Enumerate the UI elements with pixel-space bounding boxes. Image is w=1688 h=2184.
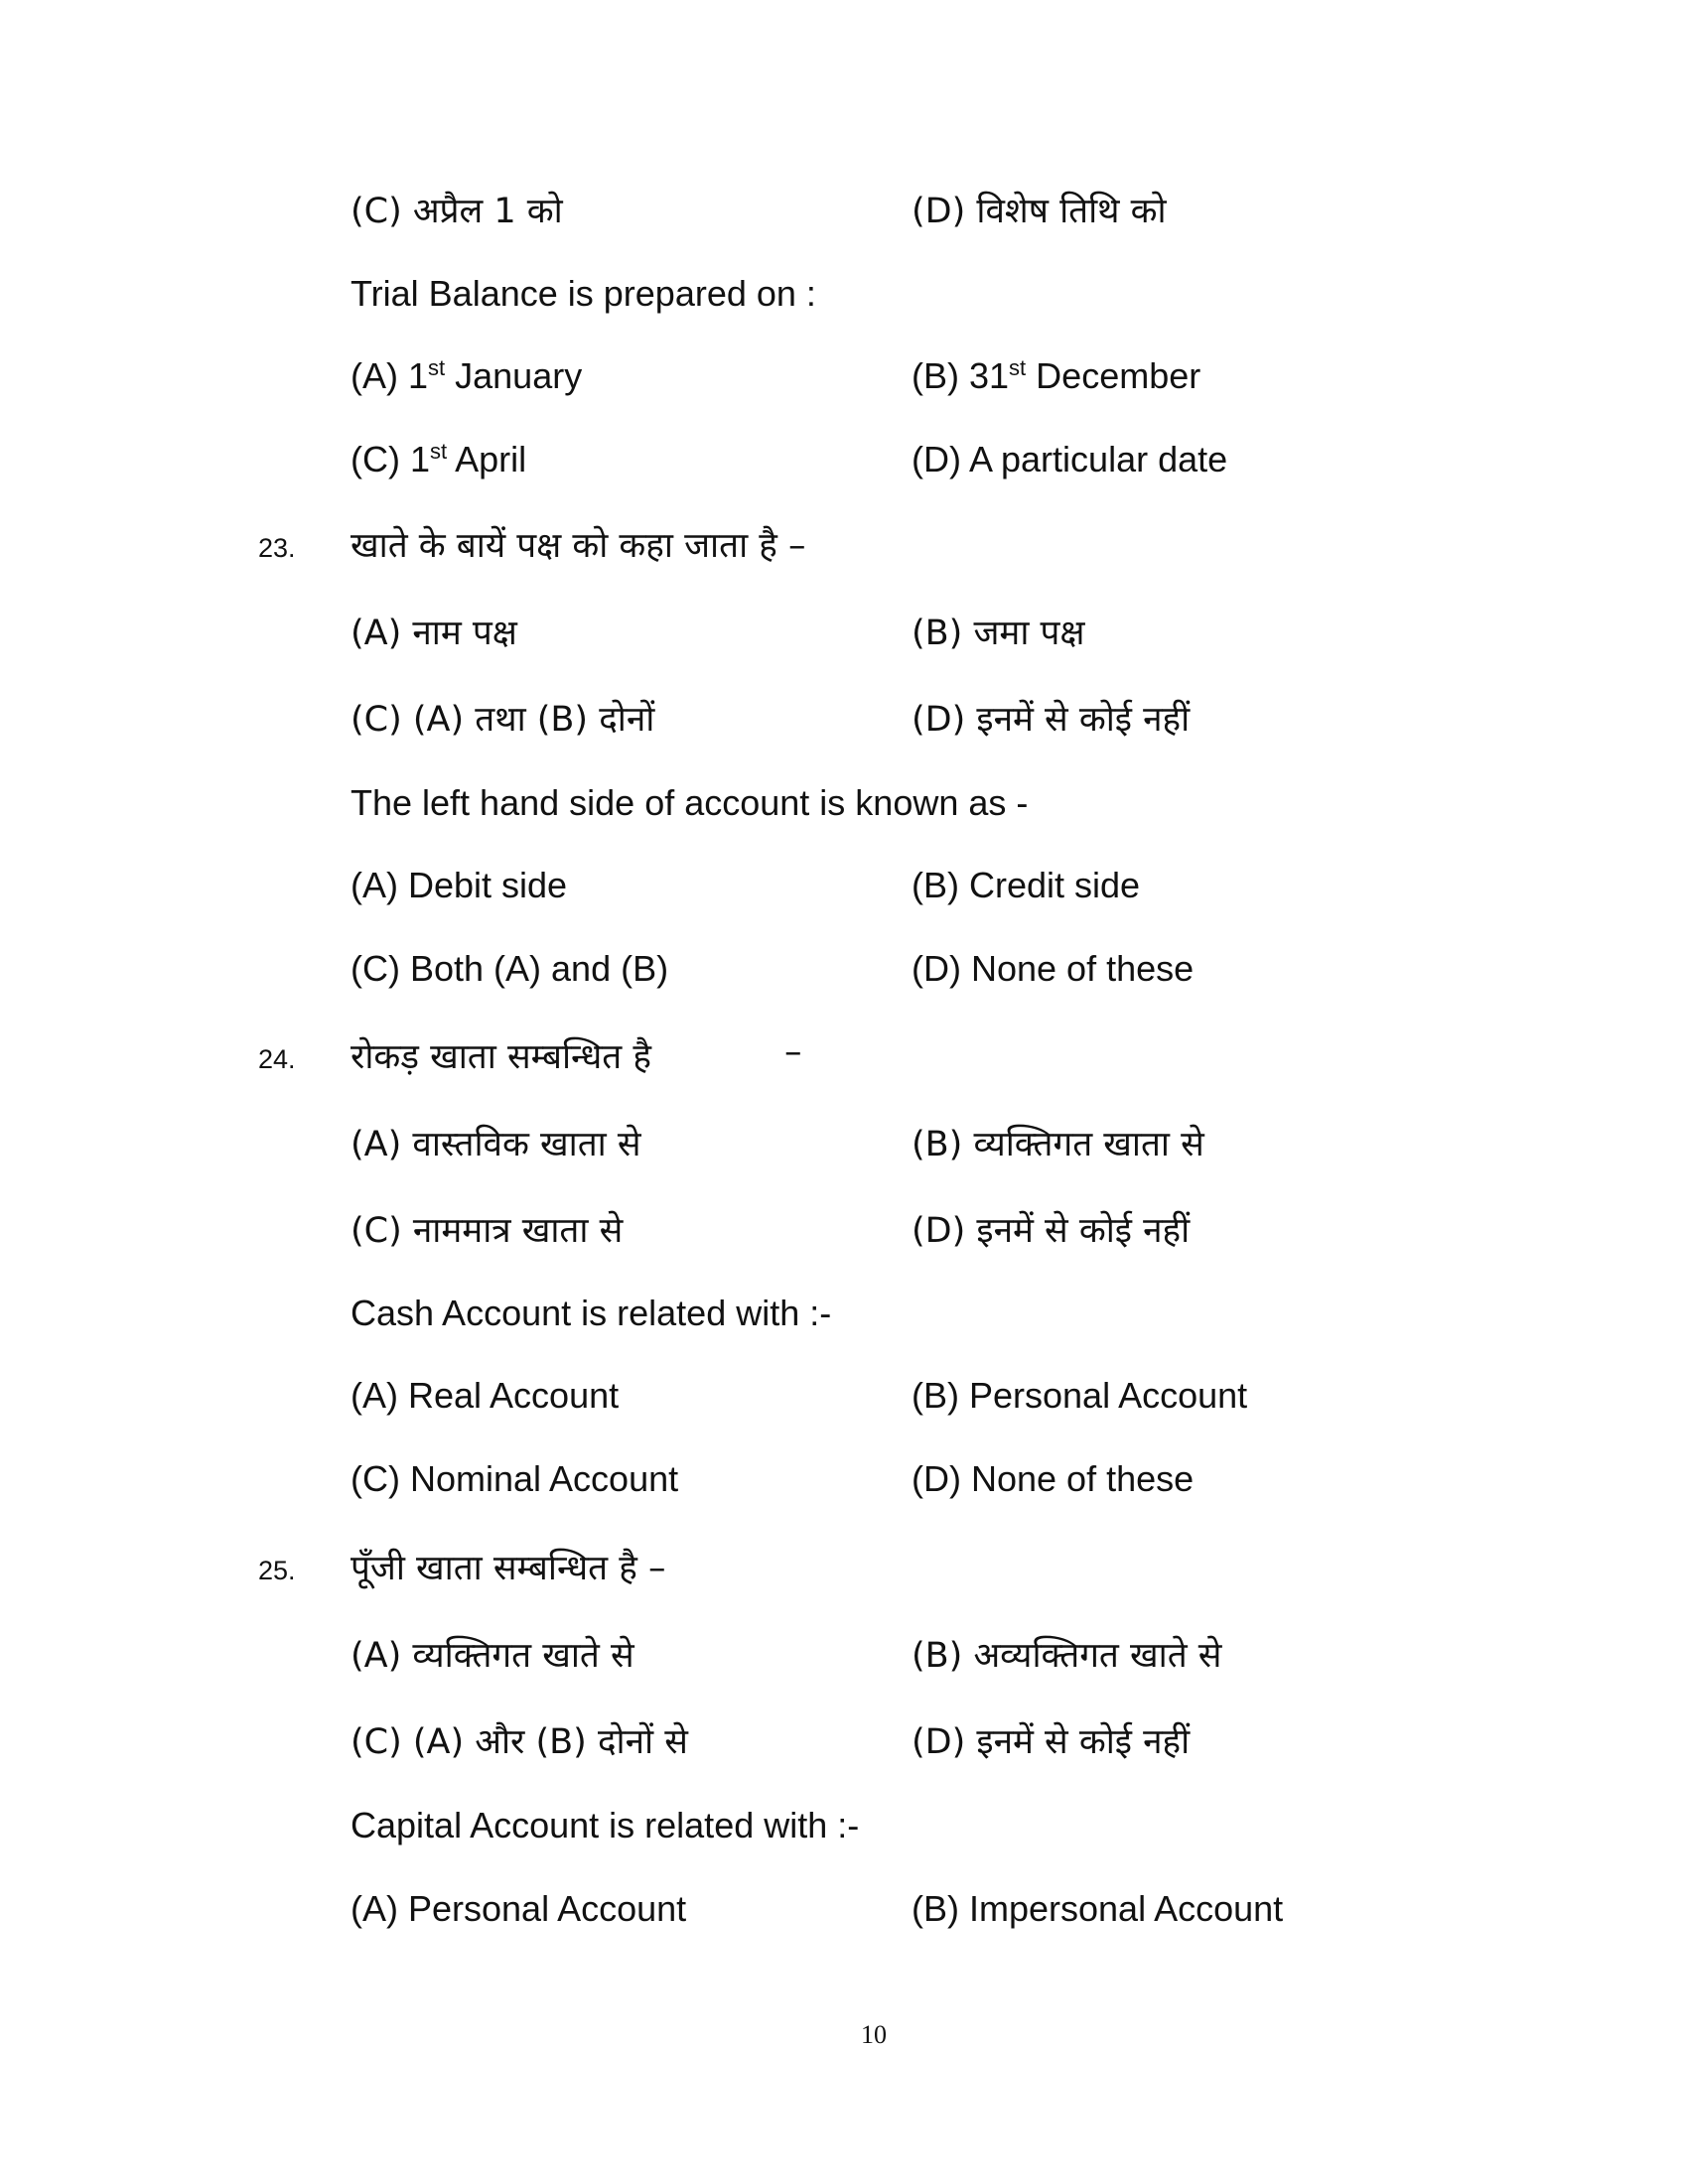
q24-hindi-option-c: (C) नाममात्र खाता से	[351, 1211, 624, 1251]
q22-english-question: Trial Balance is prepared on :	[351, 273, 816, 314]
q25-english-question: Capital Account is related with :-	[351, 1805, 860, 1845]
q23-english-question-row	[0, 782, 1688, 842]
q25-hindi-option-d: (D) इनमें से कोई नहीं	[912, 1722, 1191, 1762]
q23-english-options-row-2	[0, 948, 1688, 1008]
q22-hindi-options-row-2	[0, 187, 1688, 246]
q25-english-options-row-1	[0, 1888, 1688, 1948]
q24-number: 24.	[258, 1044, 296, 1074]
q25-hindi-question: पूँजी खाता सम्बन्धित है –	[351, 1549, 666, 1588]
q24-hindi-question-row	[0, 1032, 1688, 1092]
q23-english-option-c: (C) Both (A) and (B)	[351, 948, 669, 989]
q24-english-option-b: (B) Personal Account	[912, 1375, 1248, 1416]
q23-hindi-option-a: (A) नाम पक्ष	[351, 614, 517, 653]
q23-english-question: The left hand side of account is known as -	[351, 782, 1029, 823]
q22-english-option-b: (B) 31st December	[912, 355, 1201, 396]
q25-english-option-b: (B) Impersonal Account	[912, 1888, 1284, 1929]
q24-hindi-question: रोकड़ खाता सम्बन्धित है	[351, 1037, 651, 1077]
q22-english-option-c: (C) 1st April	[351, 439, 527, 479]
q23-english-option-a: (A) Debit side	[351, 865, 568, 905]
q24-hindi-options-row-1	[0, 1120, 1688, 1179]
q24-english-question: Cash Account is related with :-	[351, 1293, 832, 1333]
q22-hindi-option-c: (C) अप्रैल 1 को	[351, 192, 563, 231]
q25-hindi-options-row-1	[0, 1631, 1688, 1691]
q25-hindi-option-a: (A) व्यक्तिगत खाते से	[351, 1636, 634, 1676]
q22-english-options-row-1	[0, 355, 1688, 415]
q24-english-question-row	[0, 1293, 1688, 1352]
q25-number: 25.	[258, 1556, 296, 1585]
q23-english-options-row-1	[0, 865, 1688, 924]
q23-english-option-b: (B) Credit side	[912, 865, 1141, 905]
q23-english-option-d: (D) None of these	[912, 948, 1195, 989]
q22-english-option-d: (D) A particular date	[912, 439, 1228, 479]
q24-english-option-a: (A) Real Account	[351, 1375, 620, 1416]
q24-english-option-c: (C) Nominal Account	[351, 1458, 679, 1499]
q22-english-options-row-2	[0, 439, 1688, 498]
q23-hindi-option-c: (C) (A) तथा (B) दोनों	[351, 700, 655, 740]
q23-hindi-option-d: (D) इनमें से कोई नहीं	[912, 700, 1191, 740]
q24-hindi-option-a: (A) वास्तविक खाता से	[351, 1125, 641, 1164]
q25-english-option-a: (A) Personal Account	[351, 1888, 687, 1929]
q24-hindi-dash: –	[784, 1032, 802, 1072]
q23-hindi-option-b: (B) जमा पक्ष	[912, 614, 1085, 653]
q24-hindi-option-b: (B) व्यक्तिगत खाता से	[912, 1125, 1204, 1164]
q24-hindi-option-d: (D) इनमें से कोई नहीं	[912, 1211, 1191, 1251]
q24-english-option-d: (D) None of these	[912, 1458, 1195, 1499]
q22-english-option-a: (A) 1st January	[351, 355, 583, 396]
q23-hindi-options-row-1	[0, 609, 1688, 668]
q25-hindi-question-row	[0, 1544, 1688, 1603]
q22-hindi-option-d: (D) विशेष तिथि को	[912, 192, 1167, 231]
q23-hindi-question-row	[0, 521, 1688, 581]
q23-hindi-options-row-2	[0, 695, 1688, 754]
page-number: 10	[861, 2020, 887, 2049]
q23-hindi-question: खाते के बायें पक्ष को कहा जाता है –	[351, 526, 806, 566]
q24-english-options-row-2	[0, 1458, 1688, 1518]
q24-english-options-row-1	[0, 1375, 1688, 1434]
q25-hindi-options-row-2	[0, 1717, 1688, 1777]
q23-number: 23.	[258, 533, 296, 563]
q22-english-question-row	[0, 273, 1688, 333]
q25-hindi-option-c: (C) (A) और (B) दोनों से	[351, 1722, 688, 1762]
q25-english-question-row	[0, 1805, 1688, 1864]
q25-hindi-option-b: (B) अव्यक्तिगत खाते से	[912, 1636, 1222, 1676]
q24-hindi-options-row-2	[0, 1206, 1688, 1266]
